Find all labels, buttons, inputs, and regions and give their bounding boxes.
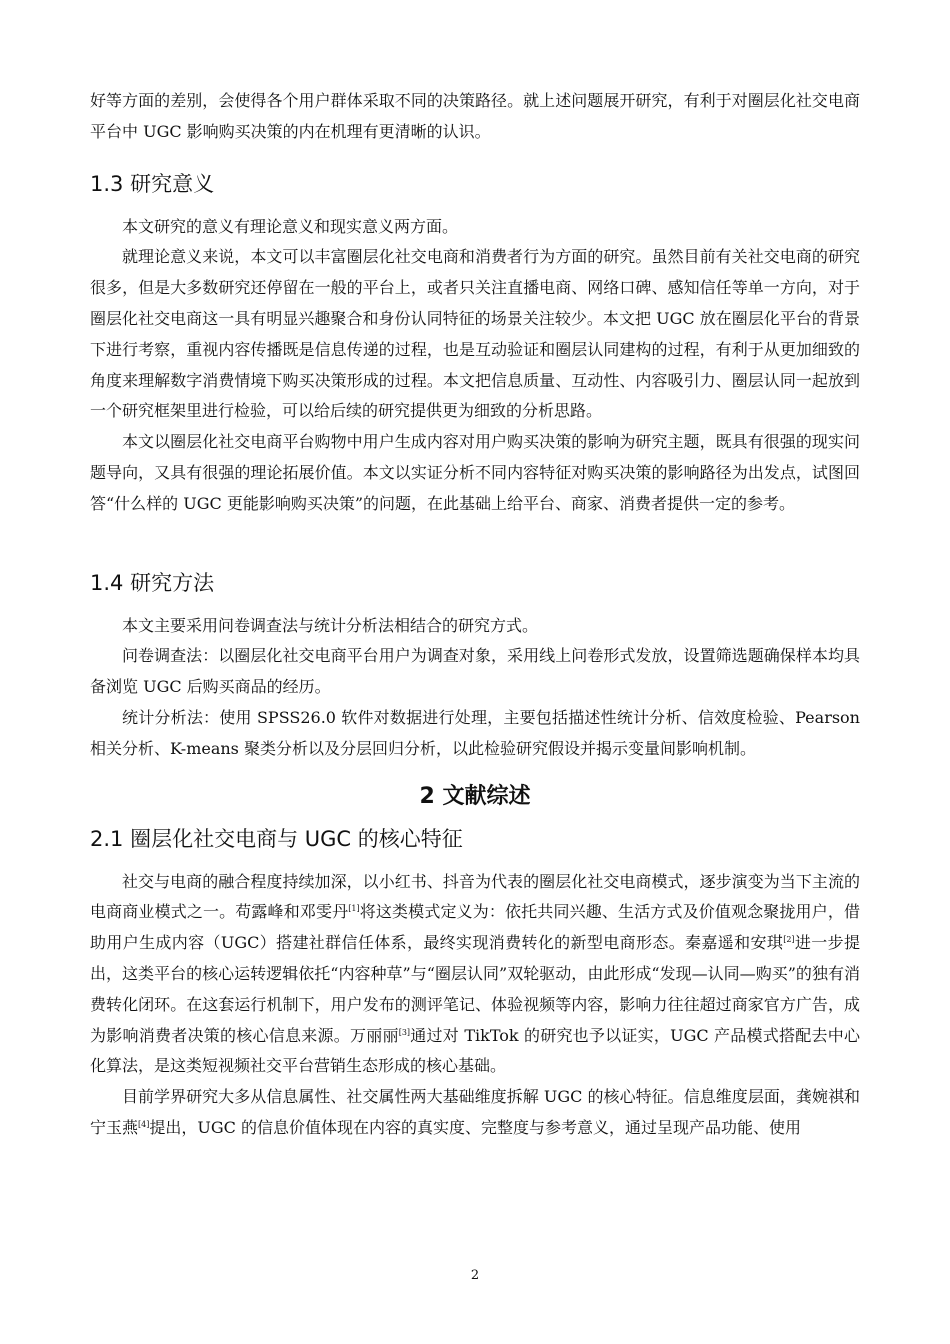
chapter-heading-2: 2 文献综述 [419, 783, 531, 809]
intro-paragraph: 好等方面的差别，会使得各个用户群体采取不同的决策路径。就上述问题展开研究，有利于对圈层化社交电商平台中 UGC 影响购买决策的内在机理有更清晰的认识。 [90, 91, 860, 141]
paragraph: 本文主要采用问卷调查法与统计分析法相结合的研究方式。 [122, 615, 539, 635]
paragraph-text: 进一步提出，这类平台的核心运转逻辑依托“内容种草”与“圈层认同”双轮驱动，由此形成“发现—认同—购买”的独有消费转化闭环。在这套运行机制下，用户发布的测评笔记、体验视频等内容，影响力往往超过商家官方广告，成为影响消费者决策的核心信息来源。万丽丽 [90, 933, 860, 1045]
section-heading-1-3: 1.3 研究意义 [90, 171, 215, 196]
paragraph-text: 将这类模式定义为：依托共同兴趣、生活方式及价值观念聚拢用户，借助用户生成内容（UGC）搭建社群信任体系，最终实现消费转化的新型电商形态。秦嘉遥和安琪 [90, 902, 860, 953]
citation-ref[interactable]: [4] [138, 1119, 150, 1129]
citation-ref[interactable]: [2] [783, 935, 795, 945]
paragraph: 统计分析法：使用 SPSS26.0 软件对数据进行处理，主要包括描述性统计分析、信效度检验、Pearson 相关分析、K-means 聚类分析以及分层回归分析，以此检验研究假设并揭示变量间影响机制。 [90, 707, 860, 758]
citation-ref[interactable]: [1] [348, 904, 360, 914]
paragraph [90, 867, 860, 1083]
paragraph [90, 1082, 860, 1144]
section-heading-1-4: 1.4 研究方法 [90, 570, 215, 595]
paragraph: 本文以圈层化社交电商平台购物中用户生成内容对用户购买决策的影响为研究主题，既具有很强的现实问题导向，又具有很强的理论拓展价值。本文以实证分析不同内容特征对购买决策的影响路径为出发点，试图回答“什么样的 UGC 更能影响购买决策”的问题，在此基础上给平台、商家、消费者提供一定的参考。 [90, 432, 860, 513]
paragraph: 本文研究的意义有理论意义和现实意义两方面。 [122, 216, 459, 236]
paragraph: 就理论意义来说，本文可以丰富圈层化社交电商和消费者行为方面的研究。虽然目前有关社交电商的研究很多，但是大多数研究还停留在一般的平台上，或者只关注直播电商、网络口碑、感知信任等单一方向，对于圈层化社交电商这一具有明显兴趣聚合和身份认同特征的场景关注较少。本文把 UGC 放在圈层化平台的背景下进行考察，重视内容传播既是信息传递的过程，也是互动验证和圈层认同建构的过程，有利于从更加细致的角度来理解数字消费情境下购买决策形成的过程。本文把信息质量、互动性、内容吸引力、圈层认同一起放到一个研究框架里进行检验，可以给后续的研究提供更为细致的分析思路。 [90, 247, 860, 421]
paragraph-text: 通过对 TikTok 的研究也予以证实，UGC 产品模式搭配去中心化算法，是这类短视频社交平台营销生态形成的核心基础。 [90, 1025, 860, 1076]
section-heading-2-1: 2.1 圈层化社交电商与 UGC 的核心特征 [90, 826, 463, 851]
page-number: 2 [470, 1268, 480, 1283]
paragraph: 问卷调查法：以圈层化社交电商平台用户为调查对象，采用线上问卷形式发放，设置筛选题确保样本均具备浏览 UGC 后购买商品的经历。 [90, 646, 860, 697]
citation-ref[interactable]: [3] [398, 1027, 411, 1037]
paragraph-text: 社交与电商的融合程度持续加深，以小红书、抖音为代表的圈层化社交电商模式，逐步演变为当下主流的电商商业模式之一。苟露峰和邓雯丹 [90, 871, 860, 922]
page-body [90, 86, 860, 1144]
paragraph-text: 目前学界研究大多从信息属性、社交属性两大基础维度拆解 UGC 的核心特征。信息维度层面，龚婉祺和宁玉燕 [90, 1087, 860, 1137]
paragraph-text: 提出，UGC 的信息价值体现在内容的真实度、完整度与参考意义，通过呈现产品功能、使用 [149, 1117, 801, 1137]
